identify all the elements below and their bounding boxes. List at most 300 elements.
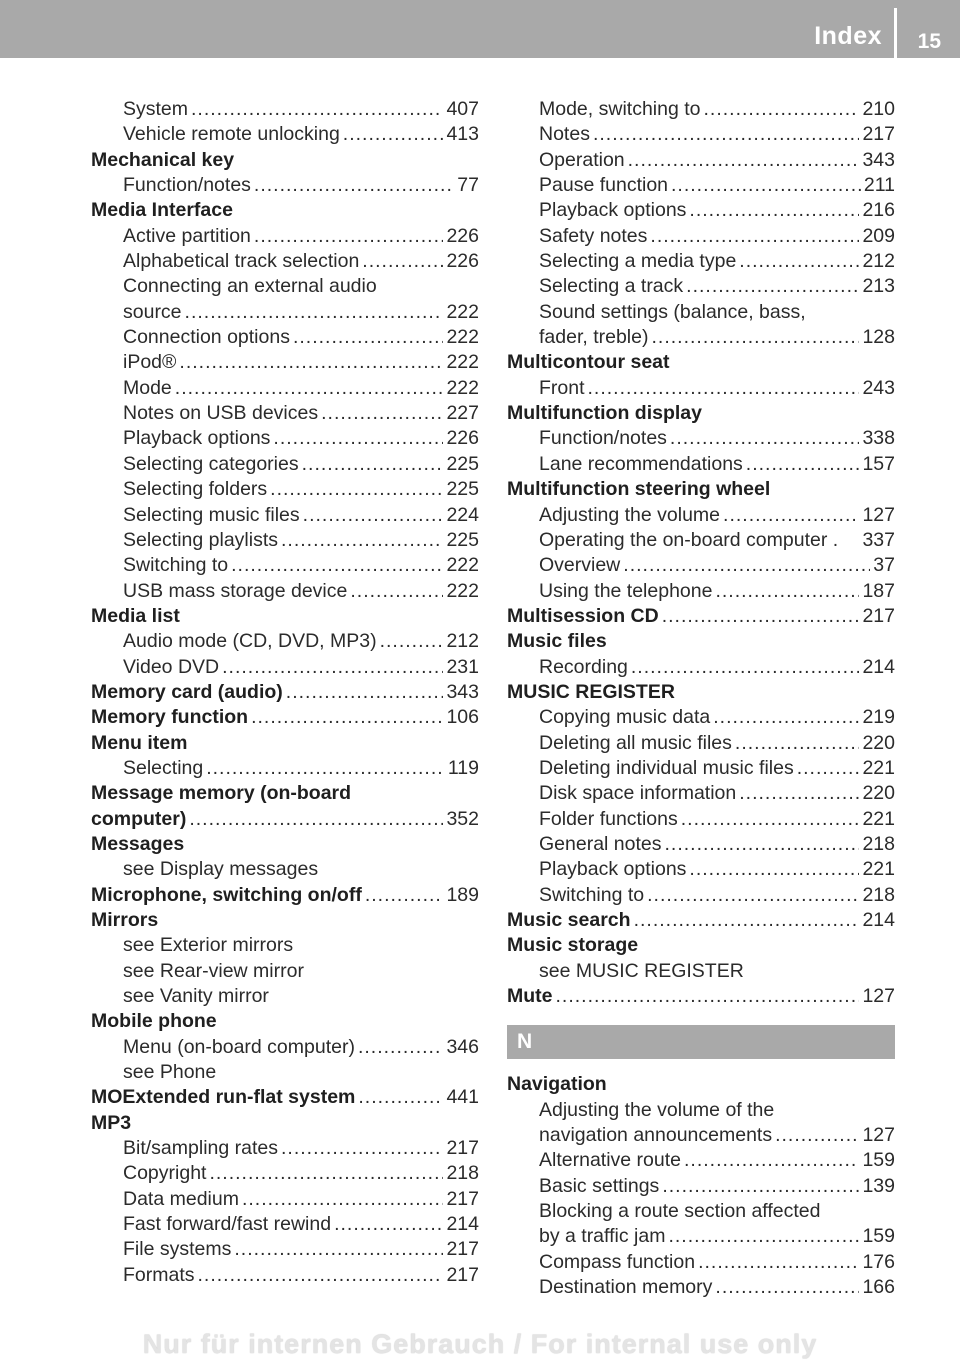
index-subentry-label: Copying music data: [539, 706, 711, 729]
index-subentry: [91, 452, 479, 477]
page-reference: 226: [446, 224, 479, 247]
index-subentry-label: General notes: [539, 832, 662, 855]
index-entry-label: Memory card (audio): [91, 680, 283, 703]
dot-leader: [556, 984, 860, 1009]
index-subentry-label: Video DVD: [123, 655, 220, 678]
page-reference: 189: [446, 883, 479, 906]
dot-leader: [684, 1148, 859, 1173]
index-subentry-label: Deleting all music files: [539, 731, 732, 754]
index-subentry-label: Data medium: [123, 1187, 239, 1210]
index-subentry-label: Selecting categories: [123, 452, 299, 475]
index-entry: [507, 908, 895, 933]
page-reference: 212: [446, 630, 479, 653]
index-heading-label: MP3: [91, 1111, 132, 1134]
index-subentry: [507, 1123, 895, 1148]
index-heading-label: Navigation: [507, 1073, 607, 1096]
page-reference: 243: [862, 376, 895, 399]
dot-leader: [588, 376, 860, 401]
index-subentry-label: see Rear-view mirror: [123, 959, 304, 982]
index-subentry-label: Playback options: [123, 427, 271, 450]
index-subentry: [91, 959, 479, 984]
dot-leader: [303, 503, 444, 528]
index-subentry-label: File systems: [123, 1238, 232, 1261]
index-subentry: [91, 376, 479, 401]
index-subentry: [507, 503, 895, 528]
index-heading-label: Mirrors: [91, 909, 159, 931]
page-reference: 159: [862, 1225, 895, 1248]
dot-leader: [713, 705, 859, 730]
index-subentry-label: Fast forward/fast rewind: [123, 1213, 332, 1236]
index-subentry-label: Playback options: [539, 858, 687, 881]
dot-leader: [746, 452, 860, 477]
dot-leader: [358, 1035, 444, 1060]
index-heading-label: Multicontour seat: [507, 351, 670, 374]
dot-leader: [191, 97, 443, 122]
page-reference: 217: [446, 1263, 479, 1286]
index-heading-label: Multifunction display: [507, 402, 702, 425]
index-subentry: [91, 756, 479, 781]
index-subentry: [91, 1263, 479, 1288]
index-heading: [91, 832, 479, 857]
index-heading-label: Message memory (on-board: [91, 782, 352, 805]
dot-leader: [735, 731, 860, 756]
index-subentry-label: Front: [539, 376, 585, 399]
index-heading-label: Music files: [507, 630, 607, 653]
index-subentry: [91, 300, 479, 325]
header-divider: [894, 8, 897, 58]
index-subentry-label: Operation: [539, 148, 625, 171]
index-entry: [507, 984, 895, 1009]
index-heading-label: Media Interface: [91, 199, 233, 222]
dot-leader: [715, 1275, 859, 1300]
index-heading: [91, 198, 479, 223]
index-heading-label: Multifunction steering wheel: [507, 478, 771, 501]
index-subentry: [507, 300, 895, 325]
page-reference: 231: [446, 655, 479, 678]
dot-leader: [270, 477, 443, 502]
dot-leader: [647, 883, 859, 908]
index-subentry: [91, 325, 479, 350]
index-subentry-label: Recording: [539, 655, 628, 678]
dot-leader: [281, 1136, 443, 1161]
index-entry-label: Mute: [507, 985, 553, 1008]
page-reference: 166: [862, 1276, 895, 1299]
page-reference: 214: [862, 909, 895, 931]
index-subentry: [507, 705, 895, 730]
index-subentry: [507, 1174, 895, 1199]
index-entry-label: computer): [91, 807, 187, 830]
page-reference: 224: [446, 503, 479, 526]
page-reference: 221: [862, 858, 895, 881]
page-reference: 218: [862, 883, 895, 906]
index-subentry-label: Operating the on-board computer .: [539, 528, 839, 551]
index-subentry-label: Compass function: [539, 1250, 696, 1273]
dot-leader: [293, 325, 444, 350]
index-entry: [91, 807, 479, 832]
dot-leader: [206, 756, 445, 781]
index-subentry: [91, 350, 479, 375]
dot-leader: [681, 807, 860, 832]
index-subentry-label: System: [123, 98, 189, 120]
dot-leader: [175, 376, 444, 401]
index-subentry-label: see Phone: [123, 1061, 217, 1084]
page-reference: 219: [862, 706, 895, 729]
dot-leader: [286, 680, 444, 705]
index-heading: [507, 401, 895, 426]
page-reference: 222: [446, 326, 479, 349]
page-reference: 127: [862, 1124, 895, 1147]
page-reference: 210: [862, 98, 895, 120]
index-heading-label: Music storage: [507, 934, 639, 957]
index-heading-label: Mechanical key: [91, 148, 235, 171]
dot-leader: [739, 249, 859, 274]
page-reference: 343: [862, 148, 895, 171]
index-heading-label: Mobile phone: [91, 1010, 217, 1033]
dot-leader: [231, 553, 443, 578]
page-reference: 441: [446, 1086, 479, 1109]
index-subentry: [507, 781, 895, 806]
dot-leader: [179, 350, 443, 375]
index-heading: [91, 731, 479, 756]
index-subentry-label: Notes on USB devices: [123, 402, 319, 425]
dot-leader: [234, 1237, 443, 1262]
page-reference: 157: [862, 452, 895, 475]
index-subentry-label: Overview: [539, 554, 621, 577]
index-entry: [507, 604, 895, 629]
page-reference: 187: [862, 579, 895, 602]
index-heading-label: Media list: [91, 604, 180, 627]
dot-leader: [670, 426, 860, 451]
index-subentry: [507, 579, 895, 604]
index-entry: [91, 705, 479, 730]
dot-leader: [689, 857, 859, 882]
page-reference: 218: [862, 832, 895, 855]
index-subentry: [91, 857, 479, 882]
index-subentry-label: see Vanity mirror: [123, 985, 269, 1008]
page-reference: 77: [457, 174, 479, 197]
page-reference: 217: [446, 1187, 479, 1210]
index-subentry-label: Pause function: [539, 174, 669, 197]
dot-leader: [662, 604, 860, 629]
index-subentry: [507, 807, 895, 832]
page-reference: 413: [446, 123, 479, 146]
index-subentry-label: Active partition: [123, 224, 251, 247]
index-subentry: [91, 1035, 479, 1060]
index-subentry-label: Switching to: [539, 883, 645, 906]
index-subentry: [507, 452, 895, 477]
index-subentry-label: Alphabetical track selection: [123, 250, 360, 273]
index-heading-label: Menu item: [91, 731, 188, 754]
page-reference: 214: [862, 655, 895, 678]
index-subentry: [507, 1224, 895, 1249]
dot-leader: [251, 705, 443, 730]
index-subentry-label: Selecting music files: [123, 503, 300, 526]
dot-leader: [222, 655, 443, 680]
index-subentry: [91, 629, 479, 654]
dot-leader: [631, 655, 860, 680]
index-entry-label: Memory function: [91, 706, 249, 729]
index-subentry: [507, 325, 895, 350]
index-heading: [91, 908, 479, 933]
index-subentry-label: Lane recommendations: [539, 452, 743, 475]
index-heading-label: Messages: [91, 832, 185, 855]
index-subentry-label: Mode: [123, 376, 172, 399]
index-subentry-label: Menu (on-board computer): [123, 1035, 355, 1058]
index-subentry: [91, 553, 479, 578]
index-subentry: [507, 528, 895, 553]
index-subentry: [507, 1250, 895, 1275]
page-reference: 407: [446, 98, 479, 120]
page-reference: 346: [446, 1035, 479, 1058]
index-subentry: [91, 426, 479, 451]
dot-leader: [198, 1263, 444, 1288]
index-entry-label: MOExtended run-flat system: [91, 1086, 356, 1109]
index-subentry-label: Selecting folders: [123, 478, 268, 501]
index-subentry-label: Adjusting the volume of the: [539, 1098, 775, 1121]
index-heading: [507, 1072, 895, 1097]
page-reference: 217: [862, 604, 895, 627]
page-reference: 221: [862, 756, 895, 779]
page-reference: 139: [862, 1174, 895, 1197]
dot-leader: [739, 781, 859, 806]
index-subentry-label: Selecting: [123, 756, 204, 779]
dot-leader: [254, 173, 454, 198]
index-subentry-label: navigation announcements: [539, 1124, 773, 1147]
index-subentry: [507, 122, 895, 147]
index-entry: [91, 680, 479, 705]
index-subentry: [91, 1136, 479, 1161]
page-reference: 226: [446, 250, 479, 273]
index-subentry-label: Folder functions: [539, 807, 678, 830]
dot-leader: [343, 122, 444, 147]
index-subentry-label: Function/notes: [123, 174, 251, 197]
page-reference: 338: [862, 427, 895, 450]
page-reference: 225: [446, 452, 479, 475]
index-subentry: [507, 731, 895, 756]
index-subentry: [91, 528, 479, 553]
page-reference: 127: [862, 985, 895, 1008]
dot-leader: [254, 224, 444, 249]
index-subentry-label: Disk space information: [539, 782, 737, 805]
index-subentry: [91, 655, 479, 680]
dot-leader: [273, 426, 443, 451]
index-subentry: [507, 756, 895, 781]
page-reference: 106: [446, 706, 479, 729]
index-subentry-label: Selecting playlists: [123, 528, 278, 551]
dot-leader: [362, 249, 443, 274]
page-reference: 222: [446, 579, 479, 602]
index-subentry: [507, 1199, 895, 1224]
section-title: Index: [814, 22, 882, 50]
page-reference: 222: [446, 554, 479, 577]
index-subentry: [507, 249, 895, 274]
dot-leader: [668, 1224, 859, 1249]
index-subentry-label: Notes: [539, 123, 590, 146]
index-subentry: [507, 883, 895, 908]
dot-leader: [628, 148, 860, 173]
index-subentry-label: see MUSIC REGISTER: [539, 959, 744, 982]
index-subentry-label: Adjusting the volume: [539, 503, 721, 526]
index-subentry: [91, 1212, 479, 1237]
page-reference: 213: [862, 275, 895, 298]
page-reference: 220: [862, 731, 895, 754]
index-subentry: [91, 173, 479, 198]
index-entry-label: Microphone, switching on/off: [91, 883, 362, 906]
index-subentry: [507, 832, 895, 857]
index-letter-heading: N: [507, 1025, 895, 1059]
page-reference: 222: [446, 300, 479, 323]
index-subentry: [507, 97, 895, 122]
index-subentry: [91, 579, 479, 604]
index-subentry: [507, 1098, 895, 1123]
dot-leader: [689, 198, 859, 223]
dot-leader: [662, 1174, 859, 1199]
page-reference: 37: [873, 554, 895, 577]
index-subentry: [91, 477, 479, 502]
page-header: [0, 0, 960, 58]
index-subentry-label: Safety notes: [539, 224, 648, 247]
index-heading: [507, 350, 895, 375]
index-heading: [507, 680, 895, 705]
index-subentry-label: Selecting a track: [539, 275, 684, 298]
page-reference: 226: [446, 427, 479, 450]
index-subentry: [91, 97, 479, 122]
page-reference: 217: [862, 123, 895, 146]
index-column-right: [507, 97, 895, 1300]
page-reference: 214: [446, 1213, 479, 1236]
dot-leader: [358, 1085, 443, 1110]
dot-leader: [350, 579, 443, 604]
index-subentry-label: Alternative route: [539, 1149, 681, 1172]
index-subentry-label: fader, treble): [539, 326, 649, 349]
index-subentry-label: Copyright: [123, 1162, 207, 1185]
index-subentry: [91, 274, 479, 299]
page-reference: 225: [446, 478, 479, 501]
page-reference: 212: [862, 250, 895, 273]
page-reference: 337: [862, 528, 895, 551]
index-subentry-label: Formats: [123, 1263, 195, 1286]
index-subentry-label: iPod®: [123, 351, 177, 374]
page-reference: 217: [446, 1238, 479, 1261]
page-reference: 225: [446, 528, 479, 551]
index-subentry: [507, 959, 895, 984]
dot-leader: [209, 1161, 443, 1186]
dot-leader: [281, 528, 443, 553]
index-subentry: [91, 249, 479, 274]
index-column-left: [91, 97, 479, 1288]
index-subentry: [507, 1275, 895, 1300]
dot-leader: [723, 503, 859, 528]
index-subentry-label: Switching to: [123, 554, 229, 577]
page-reference: 209: [862, 224, 895, 247]
index-subentry: [91, 984, 479, 1009]
page-reference: 119: [447, 756, 479, 779]
dot-leader: [686, 274, 859, 299]
dot-leader: [671, 173, 861, 198]
dot-leader: [593, 122, 860, 147]
dot-leader: [365, 883, 444, 908]
index-subentry: [507, 857, 895, 882]
index-subentry-label: see Exterior mirrors: [123, 934, 294, 957]
index-subentry-label: Playback options: [539, 199, 687, 222]
index-subentry-label: Connecting an external audio: [123, 275, 377, 298]
index-subentry-label: Selecting a media type: [539, 250, 737, 273]
dot-leader: [185, 300, 444, 325]
page-reference: 227: [446, 402, 479, 425]
dot-leader: [650, 224, 859, 249]
index-entry: [91, 1085, 479, 1110]
dot-leader: [698, 1250, 859, 1275]
index-subentry: [507, 1148, 895, 1173]
page-reference: 222: [446, 376, 479, 399]
index-subentry: [507, 198, 895, 223]
index-subentry: [91, 224, 479, 249]
dot-leader: [715, 579, 859, 604]
index-heading: [507, 933, 895, 958]
index-subentry: [91, 1161, 479, 1186]
dot-leader: [634, 908, 860, 933]
index-heading: [91, 1009, 479, 1034]
index-subentry: [507, 655, 895, 680]
dot-leader: [380, 629, 444, 654]
index-subentry-label: Destination memory: [539, 1276, 713, 1299]
index-subentry-label: Using the telephone: [539, 579, 713, 602]
page-reference: 128: [862, 326, 895, 349]
dot-leader: [623, 553, 870, 578]
index-subentry: [507, 148, 895, 173]
page-reference: 352: [446, 807, 479, 830]
index-entry: [91, 883, 479, 908]
index-heading: [507, 477, 895, 502]
index-heading-label: MUSIC REGISTER: [507, 680, 675, 703]
index-subentry: [91, 933, 479, 958]
dot-leader: [775, 1123, 859, 1148]
index-heading: [507, 629, 895, 654]
dot-leader: [242, 1187, 443, 1212]
page-reference: 216: [862, 199, 895, 222]
watermark: Nur für internen Gebrauch / For internal use only: [142, 1329, 818, 1359]
index-subentry: [507, 376, 895, 401]
dot-leader: [665, 832, 860, 857]
index-subentry-label: USB mass storage device: [123, 579, 348, 602]
index-subentry-label: source: [123, 300, 182, 323]
dot-leader: [334, 1212, 443, 1237]
page-reference: 343: [446, 680, 479, 703]
dot-leader: [704, 97, 860, 122]
index-subentry: [91, 503, 479, 528]
page-reference: 217: [446, 1137, 479, 1160]
page-reference: 218: [446, 1162, 479, 1185]
index-subentry-label: Sound settings (balance, bass,: [539, 300, 806, 323]
index-heading: [91, 781, 479, 806]
dot-leader: [302, 452, 444, 477]
index-subentry-label: see Display messages: [123, 858, 319, 881]
index-subentry-label: Deleting individual music files: [539, 756, 794, 779]
index-subentry: [507, 426, 895, 451]
index-subentry-label: Connection options: [123, 326, 290, 349]
index-subentry: [507, 224, 895, 249]
index-subentry: [91, 1060, 479, 1085]
index-entry-label: Music search: [507, 909, 631, 931]
index-subentry-label: Blocking a route section affected: [539, 1200, 821, 1223]
dot-leader: [189, 807, 443, 832]
page-reference: 159: [862, 1149, 895, 1172]
page-number: 15: [917, 30, 941, 53]
index-subentry: [507, 274, 895, 299]
index-heading: [91, 148, 479, 173]
page-reference: 222: [446, 351, 479, 374]
dot-leader: [321, 401, 443, 426]
